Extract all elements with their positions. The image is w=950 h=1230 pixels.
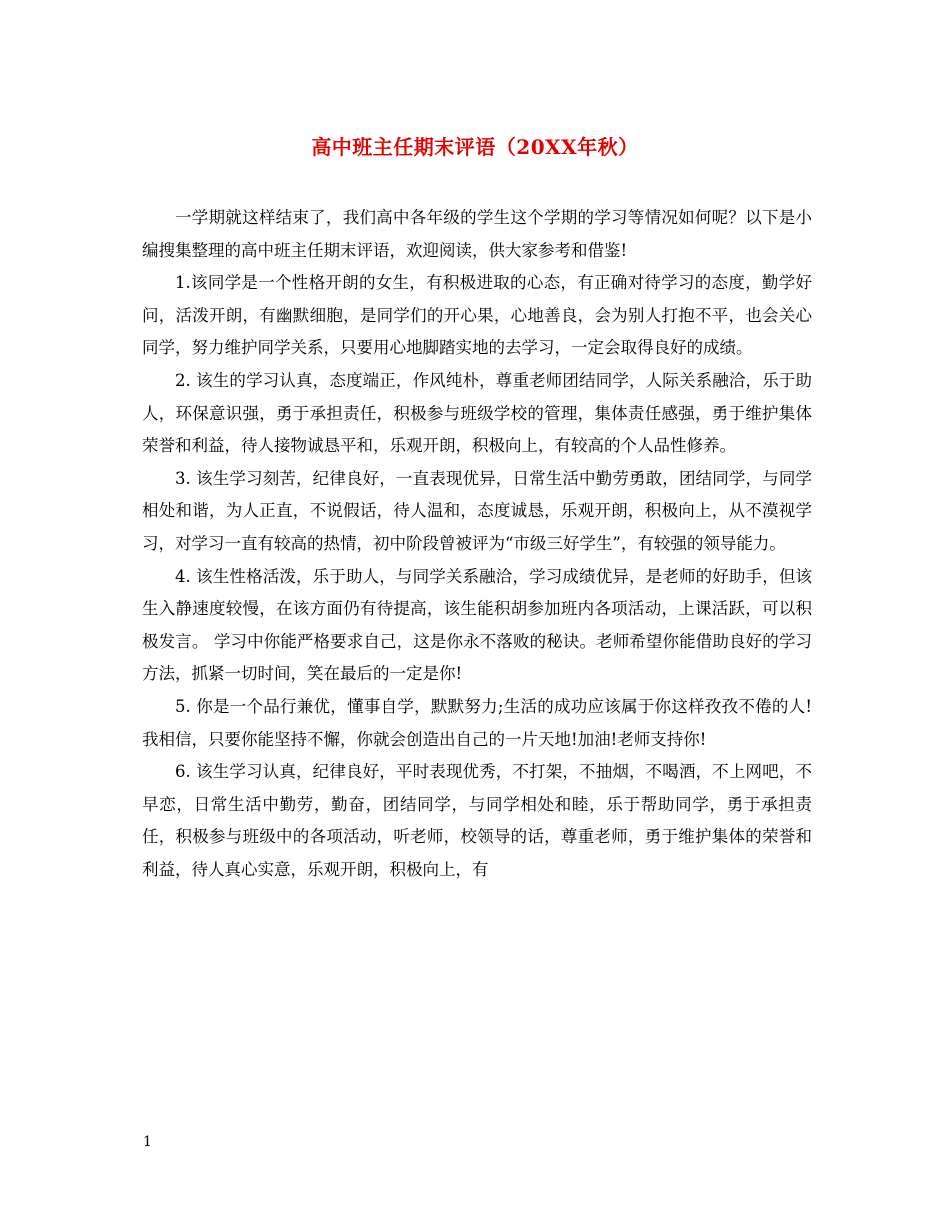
comment-paragraph-3: 3. 该生学习刻苦，纪律良好，一直表现优异，日常生活中勤劳勇敢，团结同学，与同学相处和谐，为人正直，不说假话，待人温和，态度诚恳，乐观开朗，积极向上，从不漠视学习，对学习一直有较高的热情，初中阶段曾被评为“市级三好学生”，有较强的领导能力。 — [142, 468, 812, 553]
comment-paragraph-2: 2. 该生的学习认真，态度端正，作风纯朴，尊重老师团结同学，人际关系融洽，乐于助人，环保意识强，勇于承担责任，积极参与班级学校的管理，集体责任感强，勇于维护集体荣誉和利益，待人接物诚恳平和，乐观开朗，积极向上，有较高的个人品性修养。 — [142, 370, 812, 456]
intro-paragraph: 一学期就这样结束了，我们高中各年级的学生这个学期的学习等情况如何呢？以下是小编搜集整理的高中班主任期末评语，欢迎阅读，供大家参考和借鉴! — [142, 208, 812, 260]
page-number: 1 — [143, 1134, 152, 1150]
comment-paragraph-1: 1.该同学是一个性格开朗的女生，有积极进取的心态，有正确对待学习的态度，勤学好问，活泼开朗，有幽默细胞，是同学们的开心果，心地善良，会为别人打抱不平，也会关心同学，努力维护同学关系，只要用心地脚踏实地的去学习，一定会取得良好的成绩。 — [142, 273, 812, 358]
comment-paragraph-5: 5. 你是一个品行兼优，懂事自学，默默努力;生活的成功应该属于你这样孜孜不倦的人!我相信，只要你能坚持不懈，你就会创造出自己的一片天地!加油!老师支持你! — [142, 696, 812, 749]
document-title: 高中班主任期末评语（20XX年秋） — [311, 135, 639, 159]
document-body — [142, 202, 812, 886]
comment-paragraph-6: 6. 该生学习认真，纪律良好，平时表现优秀，不打架，不抽烟，不喝酒，不上网吧，不早恋，日常生活中勤劳，勤奋，团结同学，与同学相处和睦，乐于帮助同学，勇于承担责任，积极参与班级中的各项活动，听老师，校领导的话，尊重老师，勇于维护集体的荣誉和利益，待人真心实意，乐观开朗，积极向上，有 — [142, 762, 812, 879]
comment-paragraph-4: 4. 该生性格活泼，乐于助人，与同学关系融洽，学习成绩优异，是老师的好助手，但该生入静速度较慢，在该方面仍有待提高，该生能积胡参加班内各项活动，上课活跃，可以积极发言。 学习中你能严格要求自己，这是你永不落败的秘诀。老师希望你能借助良好的学习方法，抓紧一切时间，笑在最后的一定是你! — [142, 566, 812, 684]
